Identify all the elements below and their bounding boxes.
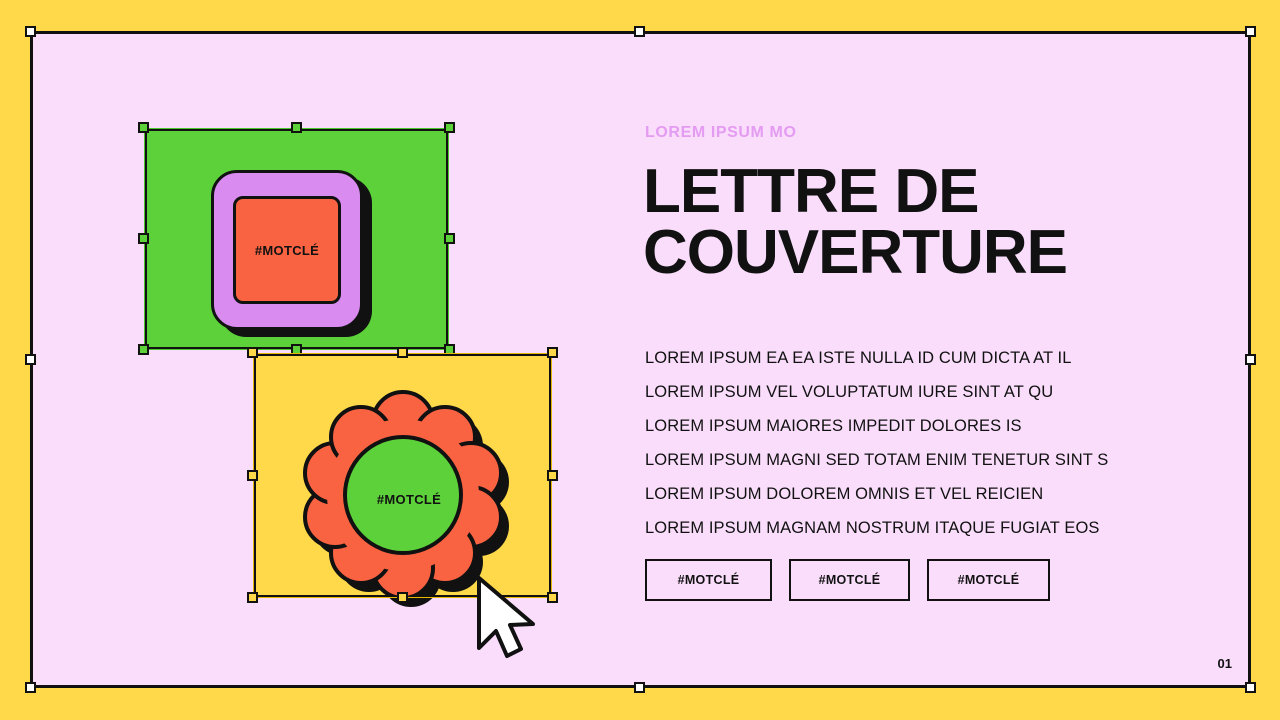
list-item: LOREM IPSUM MAGNAM NOSTRUM ITAQUE FUGIAT EOS — [645, 519, 1100, 537]
keyword-chip[interactable] — [789, 559, 910, 601]
eyebrow-label: LOREM IPSUM MO — [645, 124, 797, 141]
right-content-area — [645, 34, 1245, 691]
keyword-chip-label: #MOTCLÉ — [957, 573, 1020, 587]
slide-resize-handle-w[interactable] — [25, 354, 36, 365]
page-number: 01 — [1217, 656, 1232, 671]
slide-canvas[interactable] — [30, 31, 1251, 688]
orange-square-shape[interactable] — [233, 196, 341, 304]
keyword-chip-label: #MOTCLÉ — [677, 573, 740, 587]
keyword-chip-label: #MOTCLÉ — [818, 573, 881, 587]
keyword-chip-group — [645, 559, 1050, 601]
list-item: LOREM IPSUM DOLOREM OMNIS ET VEL REICIEN — [645, 485, 1044, 503]
slide-resize-handle-e[interactable] — [1245, 354, 1256, 365]
slide-resize-handle-ne[interactable] — [1245, 26, 1256, 37]
slide-resize-handle-s[interactable] — [634, 682, 645, 693]
mouse-pointer-icon — [473, 574, 543, 669]
left-graphics-area — [33, 34, 633, 691]
list-item: LOREM IPSUM VEL VOLUPTATUM IURE SINT AT QU — [645, 383, 1054, 401]
list-item: LOREM IPSUM MAIORES IMPEDIT DOLORES IS — [645, 417, 1022, 435]
slide-resize-handle-n[interactable] — [634, 26, 645, 37]
slide-resize-handle-nw[interactable] — [25, 26, 36, 37]
keyword-chip[interactable] — [927, 559, 1050, 601]
list-item: LOREM IPSUM MAGNI SED TOTAM ENIM TENETUR SINT S — [645, 451, 1109, 469]
keyword-chip[interactable] — [645, 559, 772, 601]
flower-keyword-label: #MOTCLÉ — [376, 491, 442, 507]
bullet-list — [645, 341, 1135, 545]
slide-resize-handle-sw[interactable] — [25, 682, 36, 693]
page-title: LETTRE DE COUVERTURE — [643, 157, 1068, 287]
square-keyword-label: #MOTCLÉ — [254, 242, 320, 258]
slide-resize-handle-se[interactable] — [1245, 682, 1256, 693]
list-item: LOREM IPSUM EA EA ISTE NULLA ID CUM DICTA AT IL — [645, 349, 1072, 367]
